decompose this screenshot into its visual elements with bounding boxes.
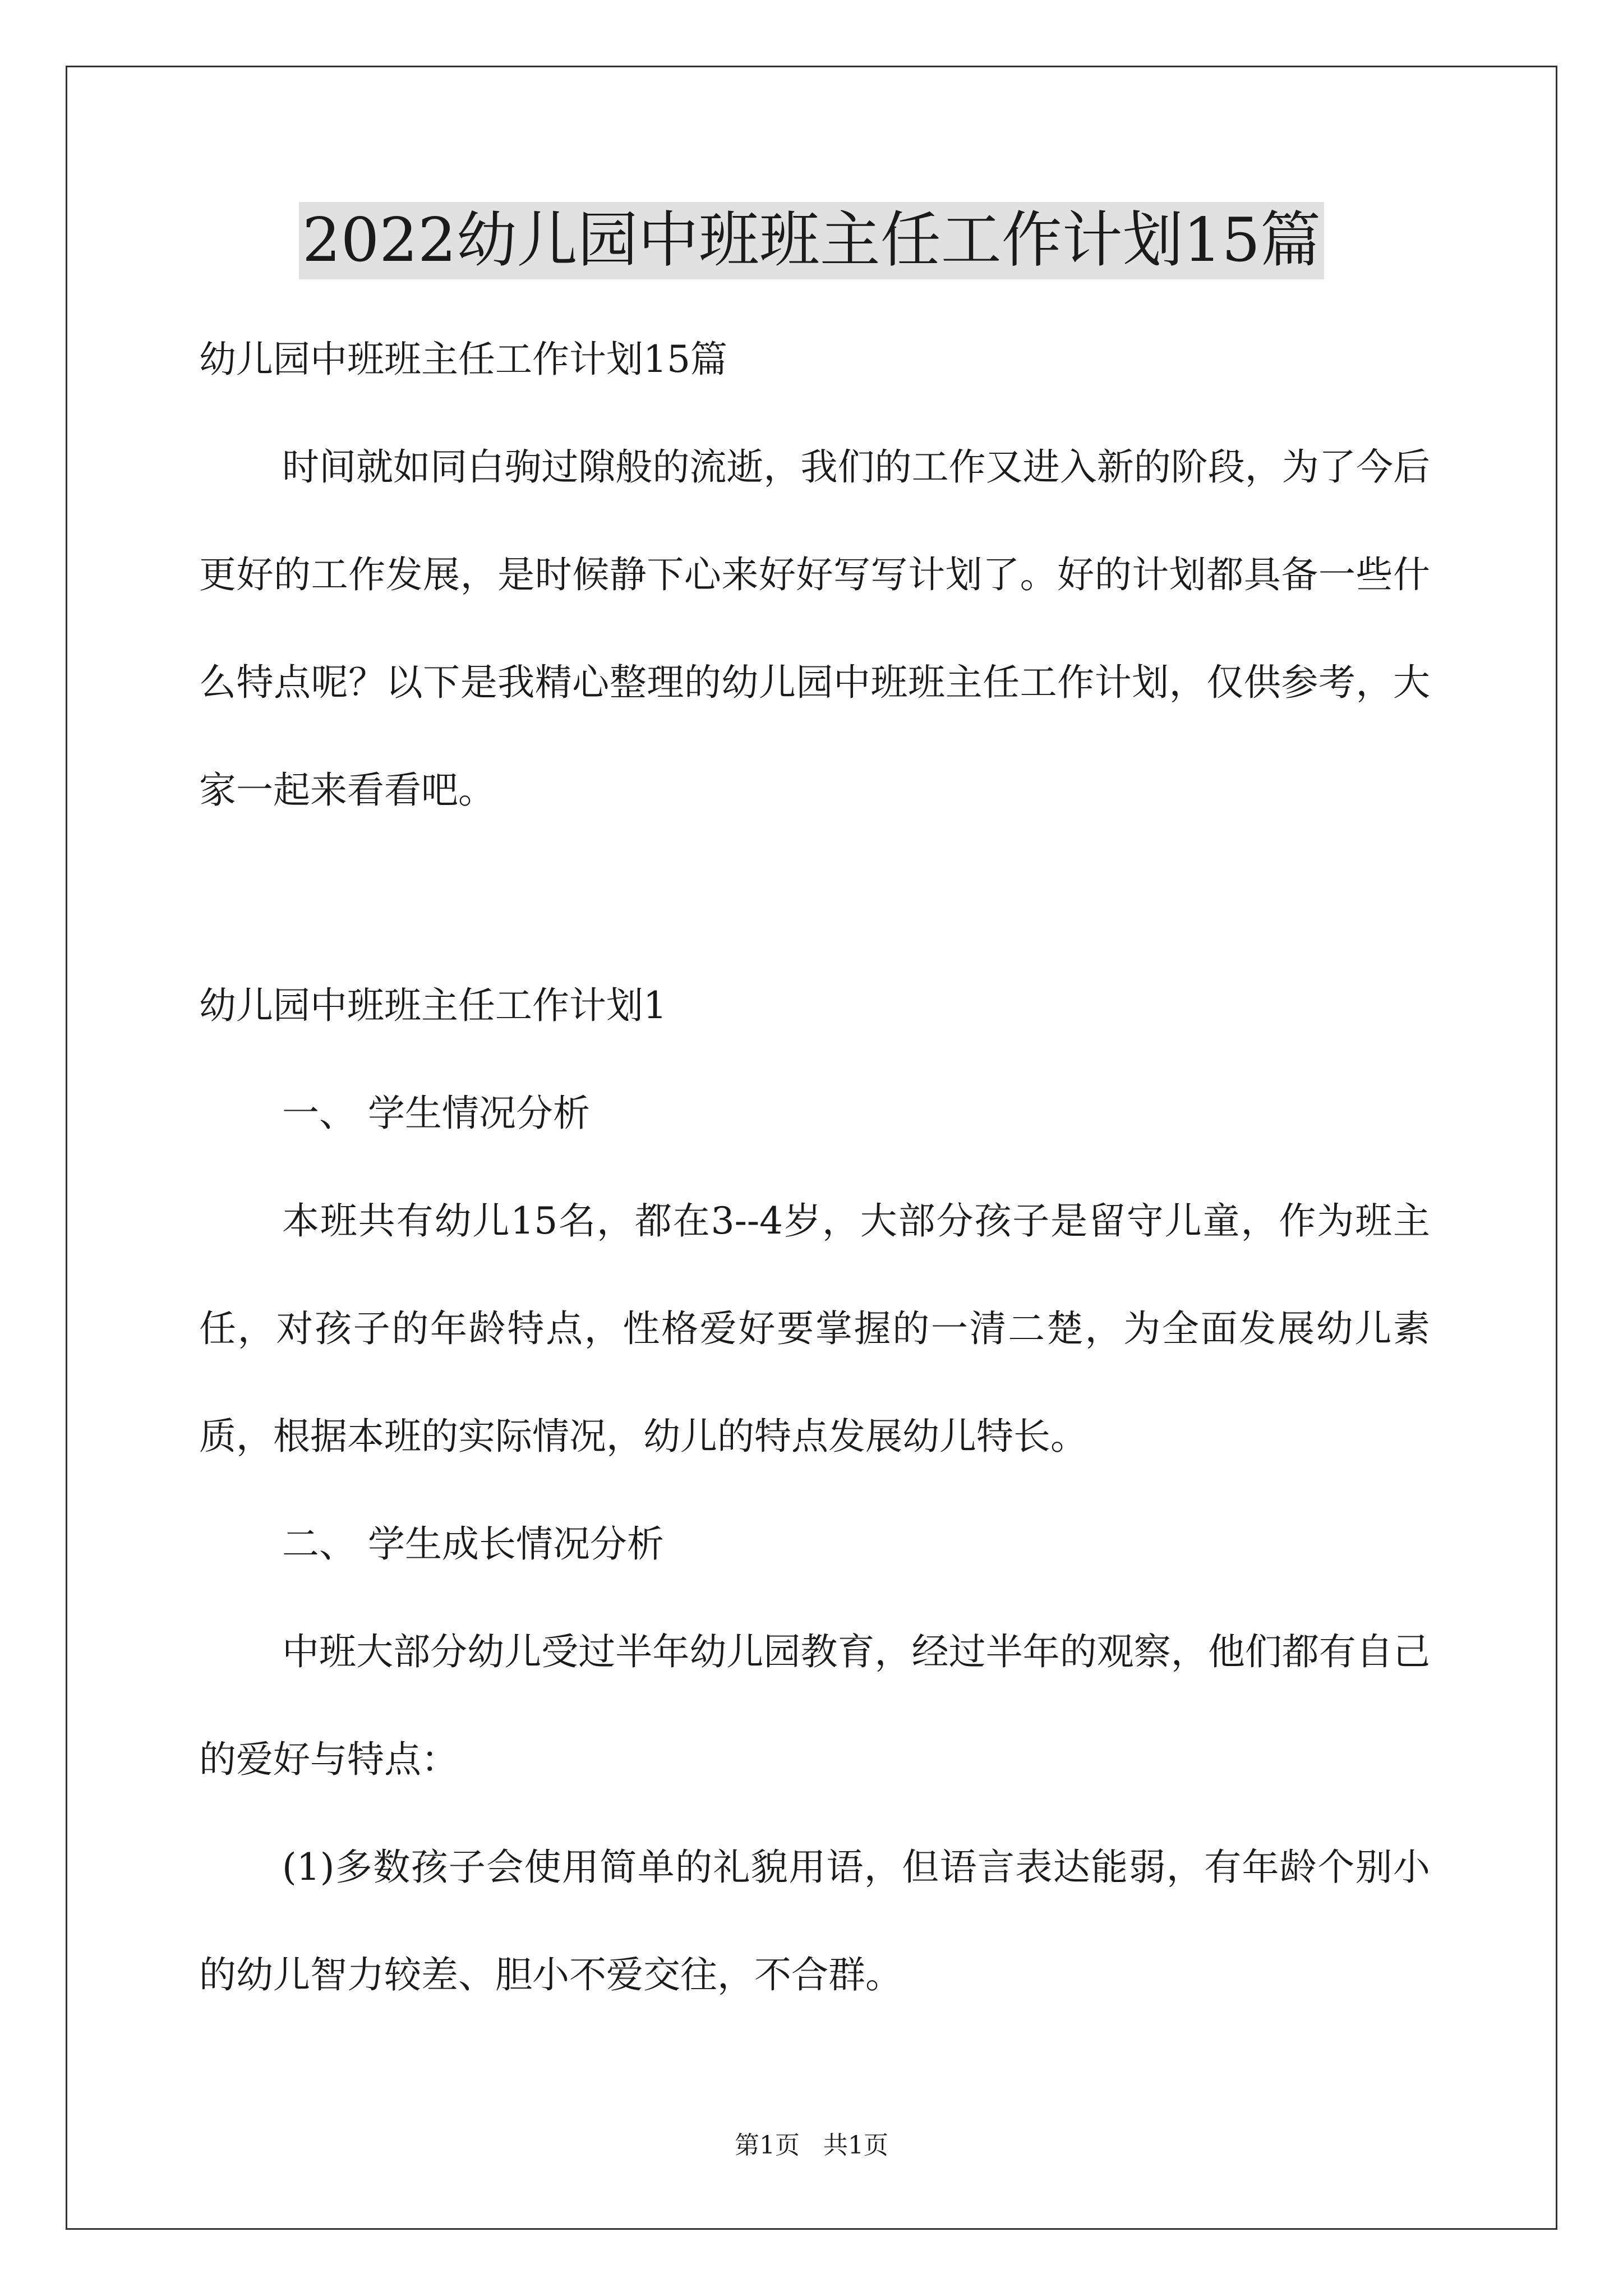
document-title: 2022幼儿园中班班主任工作计划15篇 [299,202,1324,279]
subheading-2: 二、 学生成长情况分析 [282,1522,664,1566]
section-heading: 幼儿园中班班主任工作计划1 [199,984,667,1027]
body-paragraph-1: 本班共有幼儿15名，都在3--4岁，大部分孩子是留守儿童，作为班主任，对孩子的年龄特点，性格爱好要掌握的一清二楚，为全面发展幼儿素质，根据本班的实际情况，幼儿的特点发展幼儿特长。 [199,1199,1430,1458]
page-total: 共1页 [823,2131,888,2160]
page-current: 第1页 [735,2131,800,2160]
body-paragraph-3: (1)多数孩子会使用简单的礼貌用语，但语言表达能弱，有年龄个别小的幼儿智力较差、胆小不爱交往，不合群。 [199,1846,1430,1996]
page-footer [0,2129,1623,2162]
body-paragraph-2: 中班大部分幼儿受过半年幼儿园教育，经过半年的观察，他们都有自己的爱好与特点： [199,1630,1430,1781]
subtitle-paragraph: 幼儿园中班班主任工作计划15篇 [199,338,727,381]
intro-paragraph: 时间就如同白驹过隙般的流逝，我们的工作又进入新的阶段，为了今后更好的工作发展，是时候静下心来好好写写计划了。好的计划都具备一些什么特点呢？以下是我精心整理的幼儿园中班班主任工作计划，仅供参考，大家一起来看看吧。 [199,445,1430,812]
subheading-1: 一、 学生情况分析 [282,1092,590,1135]
title-container [0,202,1623,279]
document-body [199,306,1430,2029]
